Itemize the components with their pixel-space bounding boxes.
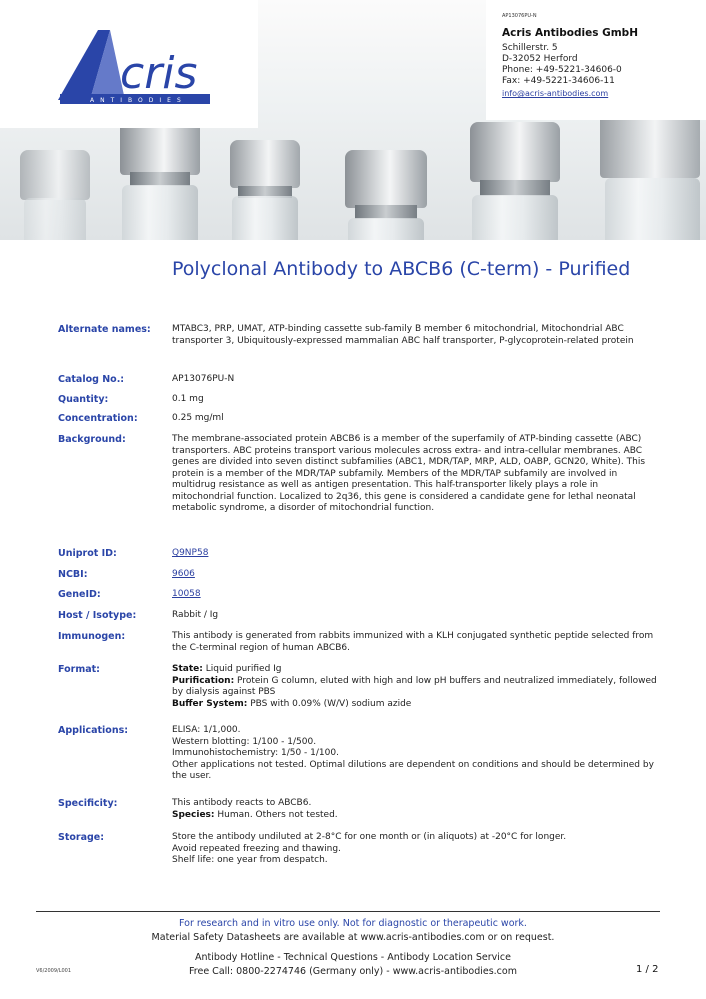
address-fax: Fax: +49-5221-34606-11 [502, 76, 615, 86]
label-storage: Storage: [58, 832, 105, 843]
footer-free-call: Free Call: 0800-2274746 (Germany only) - www.acris-antibodies.com [189, 966, 517, 977]
buffer-value: PBS with 0.09% (W/V) sodium azide [247, 698, 412, 709]
species-label: Species: [172, 809, 215, 820]
value-quantity: 0.1 mg [172, 394, 204, 404]
footer-research-notice: For research and in vitro use only. Not for diagnostic or therapeutic work. [179, 918, 527, 929]
geneid-link[interactable]: 10058 [172, 589, 201, 599]
email-link[interactable]: info@acris-antibodies.com [502, 89, 609, 98]
value-storage [172, 832, 658, 867]
label-alternate-names: Alternate names: [58, 324, 151, 335]
uniprot-link[interactable]: Q9NP58 [172, 548, 209, 558]
doc-code: AP13076PU-N [502, 13, 537, 19]
page-title: Polyclonal Antibody to ABCB6 (C-term) - Purified [172, 258, 631, 280]
value-format [172, 664, 658, 710]
storage-line: Store the antibody undiluted at 2-8°C for one month or (in aliquots) at -20°C for longer. [172, 832, 567, 842]
value-background: The membrane-associated protein ABCB6 is a member of the superfamily of ATP-binding cassette (ABC) transporters. ABC proteins transport various molecules across extra- and intra-cellular membranes. ABC genes are divided into seven distinct subfamilies (ABC1, MDR/TAP, MRP, ALD, OABP, GCN20, White). This protein is a member of the MDR/TAP subfamily. Members of the MDR/TAP subfamily are involved in multidrug resistance as well as antigen presentation. This half-transporter likely plays a role in mitochondrial function. Localized to 2q36, this gene is considered a candidate gene for lethal neonatal metabolic syndrome, a disorder of mitochondrial function. [172, 434, 646, 513]
svg-text:ANTIBODIES: ANTIBODIES [90, 97, 187, 104]
company-name: Acris Antibodies GmbH [502, 27, 638, 39]
logo-area [0, 0, 258, 128]
specificity-text: This antibody reacts to ABCB6. [172, 798, 312, 808]
label-uniprot: Uniprot ID: [58, 548, 117, 559]
value-catalog: AP13076PU-N [172, 374, 235, 384]
footer-msds-notice: Material Safety Datasheets are available at www.acris-antibodies.com or on request. [151, 932, 555, 943]
footer-hotline: Antibody Hotline - Technical Questions - Antibody Location Service [195, 952, 511, 963]
address-phone: Phone: +49-5221-34606-0 [502, 65, 622, 75]
label-immunogen: Immunogen: [58, 631, 126, 642]
header-banner [0, 0, 706, 240]
value-immunogen: This antibody is generated from rabbits immunized with a KLH conjugated synthetic peptide selected from the C-terminal region of human ABCB6. [172, 631, 654, 653]
application-line: ELISA: 1/1,000. [172, 725, 241, 735]
label-quantity: Quantity: [58, 394, 109, 405]
state-value: Liquid purified Ig [202, 664, 282, 674]
application-line: Immunohistochemistry: 1/50 - 1/100. [172, 748, 339, 758]
buffer-label: Buffer System: [172, 698, 248, 709]
label-background: Background: [58, 434, 126, 445]
value-host: Rabbit / Ig [172, 610, 219, 620]
label-format: Format: [58, 664, 100, 675]
label-ncbi: NCBI: [58, 569, 88, 580]
label-applications: Applications: [58, 725, 129, 736]
ncbi-link[interactable]: 9606 [172, 569, 195, 579]
purification-label: Purification: [172, 675, 235, 686]
acris-logo [50, 20, 270, 120]
label-host: Host / Isotype: [58, 610, 137, 621]
storage-line: Avoid repeated freezing and thawing. [172, 843, 341, 854]
svg-text:cris: cris [120, 48, 198, 99]
label-concentration: Concentration: [58, 413, 138, 424]
page-number: 1 / 2 [636, 964, 659, 975]
label-catalog: Catalog No.: [58, 374, 125, 385]
value-alternate-names: MTABC3, PRP, UMAT, ATP-binding cassette sub-family B member 6 mitochondrial, Mitochondrial ABC transporter 3, Ubiquitously-expressed mammalian ABC half transporter, P-glycoprotein-related protein [172, 324, 634, 346]
footer-divider [36, 911, 660, 912]
application-line: Western blotting: 1/100 - 1/500. [172, 736, 317, 747]
address-city: D-32052 Herford [502, 54, 578, 64]
value-applications [172, 725, 658, 783]
storage-line: Shelf life: one year from despatch. [172, 855, 328, 865]
species-value: Human. Others not tested. [214, 809, 338, 820]
value-concentration: 0.25 mg/ml [172, 413, 224, 423]
label-geneid: GeneID: [58, 589, 101, 600]
state-label: State: [172, 664, 203, 674]
label-specificity: Specificity: [58, 798, 118, 809]
application-line: Other applications not tested. Optimal dilutions are dependent on conditions and should be determined by the user. [172, 759, 654, 781]
value-specificity [172, 798, 658, 821]
address-street: Schillerstr. 5 [502, 43, 558, 53]
purification-value: Protein G column, eluted with high and low pH buffers and neutralized immediately, followed by dialysis against PBS [172, 675, 657, 697]
version-code: V6/2009/L001 [36, 968, 72, 974]
